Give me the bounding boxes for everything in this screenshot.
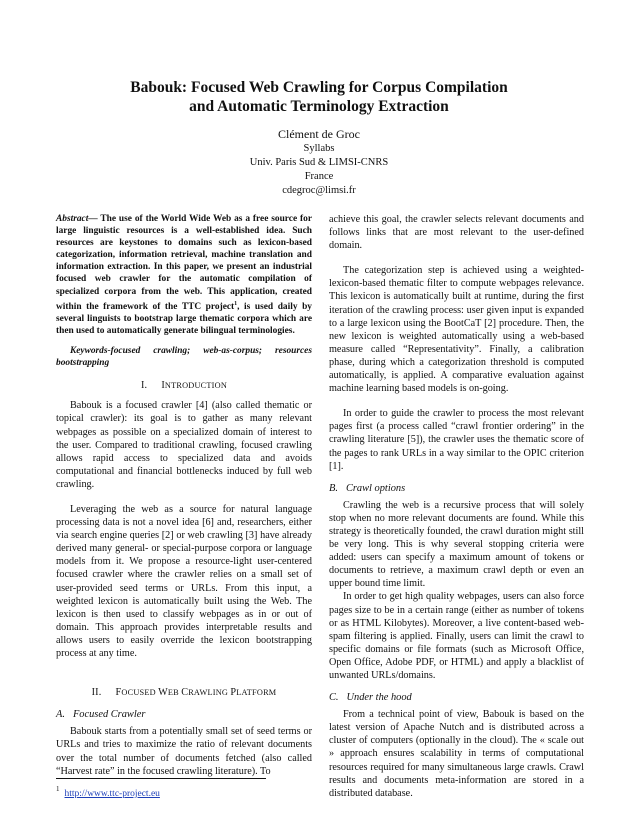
author-email: cdegroc@limsi.fr <box>282 185 356 196</box>
abstract <box>56 213 312 337</box>
paragraph-crawl-options-2: In order to get high quality webpages, users can also force pages size to be in a certain range (either as number of tokens or as HTML Kilobytes). Moreover, a live content-based web-spam filtering is applied. Finally, users can limit the crawl to specific domains or file formats (such as Microsoft Office, Open Office, Adobe PDF, or HTML) and apply a blacklist of unwanted URLs/domains. <box>329 591 584 681</box>
paragraph-intro-2: Leveraging the web as a source for natural language processing data is not a novel idea [6] and, researchers, either via search engine queries [2] or web crawling [3] have already derived many general- or special-purpose corpora or language models from it. We propose a resource-light user-centered focused crawler where the crawler relies on a small set of user-provided seed terms or URLs. From this input, a weighted lexicon is automatically built using the Web. The lexicon is then used to classify webpages as in or out of domain. This approach provides interpretable results and allows users to easily override the lexicon bootstrapping process at any time. <box>56 504 312 660</box>
title-line-2: and Automatic Terminology Extraction <box>189 98 449 115</box>
subsection-heading-focused-crawler: A. Focused Crawler <box>56 709 146 721</box>
author-country: France <box>304 171 334 182</box>
author-name: Clément de Groc <box>278 127 360 141</box>
subsection-heading-under-the-hood: C. Under the hood <box>329 692 412 704</box>
left-column <box>56 213 312 778</box>
right-column <box>329 213 584 800</box>
abstract-dash: — <box>88 214 98 224</box>
section-number: II. <box>91 687 102 699</box>
footnote <box>56 783 160 800</box>
footnote-mark: 1 <box>56 785 60 793</box>
paragraph-focused-crawler-3: The categorization step is achieved using a weighted-lexicon-based thematic filter to compute webpages relevance. This lexicon is automatically built at runtime, during the first iteration of the crawling process: user given input is expanded to a large lexicon using the BootCaT [2] procedure. Then, the new lexicon is weighted automatically using a web-based measure called “Representativity”. Finally, a calibration phase, during which a categorization threshold is computed automatically, is applied. A comparative evaluation against machine learning based models is on-going. <box>329 265 584 395</box>
section-number: I. <box>140 380 148 392</box>
affiliation-1: Syllabs <box>303 143 335 154</box>
paragraph-focused-crawler-1: Babouk starts from a potentially small set of seed terms or URLs and tries to maximize the ratio of relevant documents over the total number of documents fetched (also called “Harvest rate” in the focused crawling literature). To <box>56 726 312 777</box>
paragraph-under-the-hood: From a technical point of view, Babouk is based on the latest version of Apache Nutch and is distributed across a cluster of computers (optionally in the cloud). The « scale out » approach ensures scalability in terms of computational resources required for many simultaneous large crawls. Crawl results and documents meta-information are stored in a distributed database. <box>329 709 584 799</box>
author-block <box>60 126 578 198</box>
paper-title <box>60 78 578 116</box>
paragraph-crawl-options-1: Crawling the web is a recursive process that will solely stop when no more relevant documents are found. While this strategy is theoretically founded, the crawl duration might still be very long. This is why several stopping criteria were added: users can specify a maximum amount of tokens or documents to retrieve, a maximum crawl depth or even an upper bound time limit. <box>329 499 584 590</box>
footnote-ref[interactable]: 1 <box>234 300 238 307</box>
title-line-1: Babouk: Focused Web Crawling for Corpus Compilation <box>130 79 508 96</box>
paragraph-focused-crawler-4: In order to guide the crawler to process the most relevant pages first (a process called “crawl frontier ordering” in the crawling literature [5]), the crawler uses the thematic score of the pages to rank URLs in a way similar to the OPIC criterion [1]. <box>329 408 584 472</box>
paragraph-focused-crawler-2: achieve this goal, the crawler selects relevant documents and follows links that are most relevant to the user-defined domain. <box>329 214 584 252</box>
footnote-link[interactable]: http://www.ttc-project.eu <box>64 789 160 799</box>
abstract-label: Abstract <box>56 214 89 224</box>
footnote-divider <box>56 778 266 779</box>
paragraph-intro-1: Babouk is a focused crawler [4] (also called thematic or topical crawler): its goal is to gather as many relevant webpages as possible on a specialized domain of interest to the user. Compared to traditional crawling, focused crawling allows rapid access to specialized data and avoids computational and financial bottlenecks induced by full web crawling. <box>56 400 312 490</box>
abstract-text-2: , is used daily by several linguists to bootstrap large thematic corpora which are then used to automatically generate bilingual terminologies. <box>56 301 312 336</box>
section-heading-introduction: I. INTRODUCTION <box>140 380 228 392</box>
section-heading-platform: II. FOCUSED WEB CRAWLING PLATFORM <box>91 687 277 699</box>
abstract-text-1: The use of the World Wide Web as a free source for large linguistic resources is a well-established idea. Such resources are keystones to domains such as lexicon-based categorization, information retrieval, machine translation and information extraction. In this paper, we present an industrial focused web crawler for the automatic compilation of specialized corpora from the web. This application, created within the framework of the TTC project <box>56 214 312 312</box>
keywords: Keywords-focused crawling; web-as-corpus; resources bootstrapping <box>56 346 312 369</box>
affiliation-2: Univ. Paris Sud & LIMSI-CNRS <box>249 157 389 168</box>
subsection-heading-crawl-options: B. Crawl options <box>329 482 406 494</box>
